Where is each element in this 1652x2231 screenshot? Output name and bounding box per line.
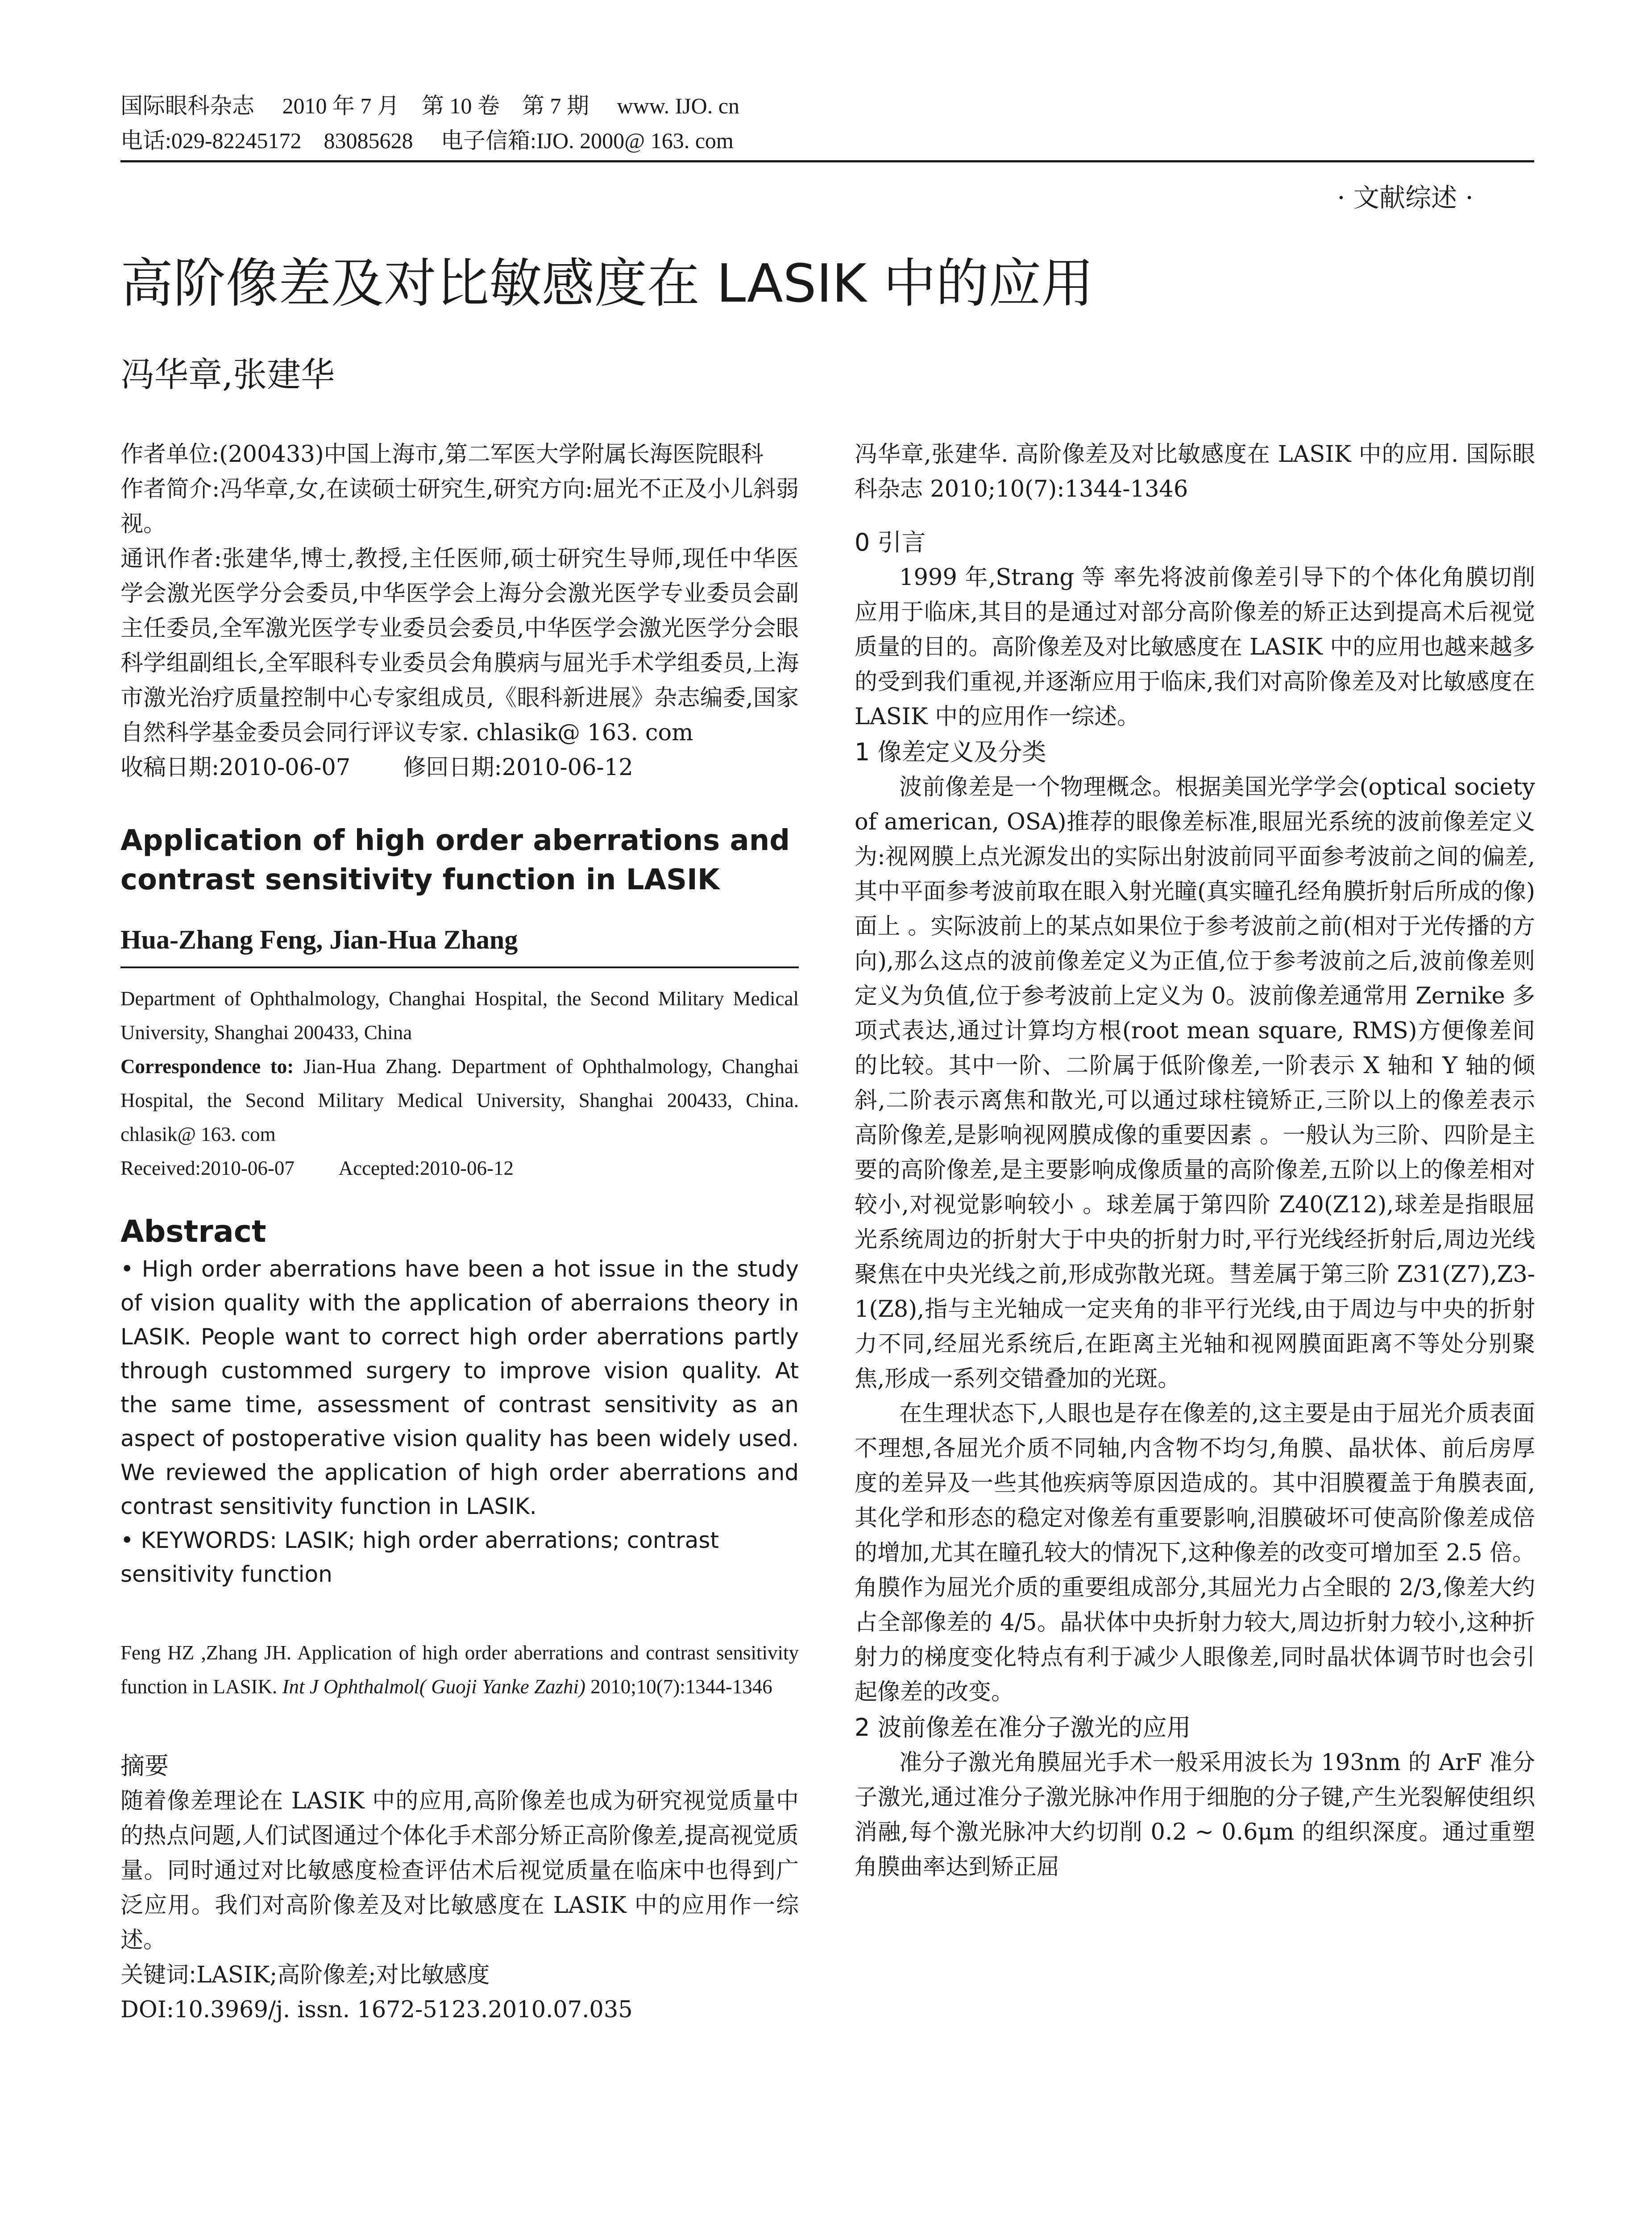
- section-2-heading: 2 波前像差在准分子激光的应用: [855, 1713, 1191, 1742]
- left-column: [120, 437, 799, 2028]
- journal-header-line1: 国际眼科杂志 2010 年 7 月 第 10 卷 第 7 期 www. IJO. cn: [120, 93, 739, 118]
- english-correspondence: [120, 1049, 799, 1151]
- author-bio: 作者简介:冯华章,女,在读硕士研究生,研究方向:屈光不正及小儿斜弱视。: [120, 476, 799, 537]
- english-correspondence-label: Correspondence to:: [120, 1055, 294, 1078]
- english-title: Application of high order aberrations and contrast sensitivity function in LASIK: [120, 824, 790, 896]
- correspondence: 通讯作者:张建华,博士,教授,主任医师,硕士研究生导师,现任中华医学会激光医学分会委员,中华医学会上海分会激光医学专业委员会副主任委员,全军激光医学专业委员会委员,中华医学会激光医学分会眼科学组副组长,全军眼科专业委员会角膜病与屈光手术学组委员,上海市激光治疗质量控制中心专家组成员,《眼科新进展》杂志编委,国家自然科学基金委员会同行评议专家. chlasik@ 163. com: [120, 546, 799, 746]
- english-department: Department of Ophthalmology, Changhai Hospital, the Second Military Medical University, Shanghai 200433, China: [120, 987, 799, 1044]
- affiliation: 作者单位:(200433)中国上海市,第二军医大学附属长海医院眼科: [120, 441, 764, 468]
- english-dates: Received:2010-06-07 Accepted:2010-06-12: [120, 1157, 514, 1179]
- section-1-paragraph-2: 在生理状态下,人眼也是存在像差的,这主要是由于屈光介质表面不理想,各屈光介质不同轴,内含物不均匀,角膜、晶状体、前后房厚度的差异及一些其他疾病等原因造成的。其中泪膜覆盖于角膜表面,其化学和形态的稳定对像差有重要影响,泪膜破坏可使高阶像差成倍的增加,尤其在瞳孔较大的情况下,这种像差的改变可增加至 2.5 倍。角膜作为屈光介质的重要组成部分,其屈光力占全眼的 2/3,像差大约占全部像差的 4/5。晶状体中央折射力较大,周边折射力较小,这种折射力的梯度变化特点有利于减少人眼像差,同时晶状体调节时也会引起像差的改变。: [855, 1401, 1535, 1705]
- chinese-abstract-heading: 摘要: [120, 1752, 169, 1780]
- chinese-keywords-text: LASIK;高阶像差;对比敏感度: [196, 1962, 490, 1988]
- english-correspondence-text: Jian-Hua Zhang. Department of Ophthalmology, Changhai Hospital, the Second Military Medical University, Shanghai 200433, China. chlasik@ 163. com: [120, 1055, 799, 1145]
- article-authors: 冯华章,张建华: [120, 355, 335, 394]
- english-citation-a: Feng HZ ,Zhang JH. Application of high order aberrations and contrast sensitivity function in LASIK.: [120, 1642, 799, 1698]
- chinese-abstract: 随着像差理论在 LASIK 中的应用,高阶像差也成为研究视觉质量中的热点问题,人们试图通过个体化手术部分矫正高阶像差,提高视觉质量。同时通过对比敏感度检查评估术后视觉质量在临床中也得到广泛应用。我们对高阶像差及对比敏感度在 LASIK 中的应用作一综述。: [120, 1788, 799, 1953]
- english-authors: Hua-Zhang Feng, Jian-Hua Zhang: [120, 925, 518, 954]
- chinese-keywords: [120, 1958, 799, 1993]
- journal-header-line2: 电话:029-82245172 83085628 电子信箱:IJO. 2000@ 163. com: [120, 128, 734, 153]
- english-citation: [120, 1636, 799, 1704]
- chinese-keywords-label: 关键词:: [120, 1962, 197, 1988]
- english-citation-b: 2010;10(7):1344-1346: [585, 1675, 772, 1698]
- section-0-heading: 0 引言: [855, 528, 926, 556]
- header-rule: [120, 160, 1534, 162]
- abstract-text: • High order aberrations have been a hot issue in the study of vision quality with the application of aberraions theory in LASIK. People want to correct high order aberrations partly through custommed surgery to improve vision quality. At the same time, assessment of contrast sensitivity as an aspect of postoperative vision quality has been widely used. We reviewed the application of high order aberrations and contrast sensitivity function in LASIK.: [120, 1256, 799, 1519]
- section-1-paragraph-1: 波前像差是一个物理概念。根据美国光学学会(optical society of american, OSA)推荐的眼像差标准,眼屈光系统的波前像差定义为:视网膜上点光源发出的实际出射波前同平面参考波前之间的偏差,其中平面参考波前取在眼入射光瞳(真实瞳孔经角膜折射后所成的像)面上 。实际波前上的某点如果位于参考波前之前(相对于光传播的方向),那么这点的波前像差定义为正值,位于参考波前之后,波前像差则定义为负值,位于参考波前上定义为 0。波前像差通常用 Zernike 多项式表达,通过计算均方根(root mean square, RMS)方便像差间的比较。其中一阶、二阶属于低阶像差,一阶表示 X 轴和 Y 轴的倾斜,二阶表示离焦和散光,可以通过球柱镜矫正,三阶以上的像差表示高阶像差,是影响视网膜成像的重要因素 。一般认为三阶、四阶是主要的高阶像差,是主要影响成像质量的高阶像差,五阶以上的像差相对较小,对视觉影响较小 。球差属于第四阶 Z40(Z12),球差是指眼屈光系统周边的折射大于中央的折射力时,平行光线经折射后,周边光线聚焦在中央光线之前,形成弥散光斑。彗差属于第三阶 Z31(Z7),Z3-1(Z8),指与主光轴成一定夹角的非平行光线,由于周边与中央的折射力不同,经屈光系统后,在距离主光轴和视网膜面距离不等处分别聚焦,形成一系列交错叠加的光斑。: [855, 774, 1535, 1392]
- article-title: 高阶像差及对比敏感度在 LASIK 中的应用: [120, 253, 1094, 314]
- abstract-keywords: • KEYWORDS: LASIK; high order aberrations; contrast sensitivity function: [120, 1527, 719, 1587]
- section-tag: · 文献综述 ·: [1337, 182, 1474, 213]
- abstract-heading: Abstract: [120, 1214, 266, 1249]
- received-dates: 收稿日期:2010-06-07 修回日期:2010-06-12: [120, 755, 633, 781]
- chinese-citation: 冯华章,张建华. 高阶像差及对比敏感度在 LASIK 中的应用. 国际眼科杂志 2010;10(7):1344-1346: [855, 441, 1535, 502]
- english-citation-journal: Int J Ophthalmol( Guoji Yanke Zazhi): [282, 1675, 586, 1698]
- section-1-heading: 1 像差定义及分类: [855, 738, 1046, 766]
- right-column: [855, 437, 1535, 1885]
- section-0-paragraph: 1999 年,Strang 等 率先将波前像差引导下的个体化角膜切削应用于临床,其目的是通过对部分高阶像差的矫正达到提高术后视觉质量的目的。高阶像差及对比敏感度在 LASIK 中的应用也越来越多的受到我们重视,并逐渐应用于临床,我们对高阶像差及对比敏感度在 LASIK 中的应用作一综述。: [855, 564, 1535, 730]
- section-2-paragraph-1: 准分子激光角膜屈光手术一般采用波长为 193nm 的 ArF 准分子激光,通过准分子激光脉冲作用于细胞的分子键,产生光裂解使组织消融,每个激光脉冲大约切削 0.2 ~ 0.6μm 的组织深度。通过重塑角膜曲率达到矫正屈: [855, 1750, 1535, 1880]
- doi: DOI:10.3969/j. issn. 1672-5123.2010.07.035: [120, 1997, 633, 2023]
